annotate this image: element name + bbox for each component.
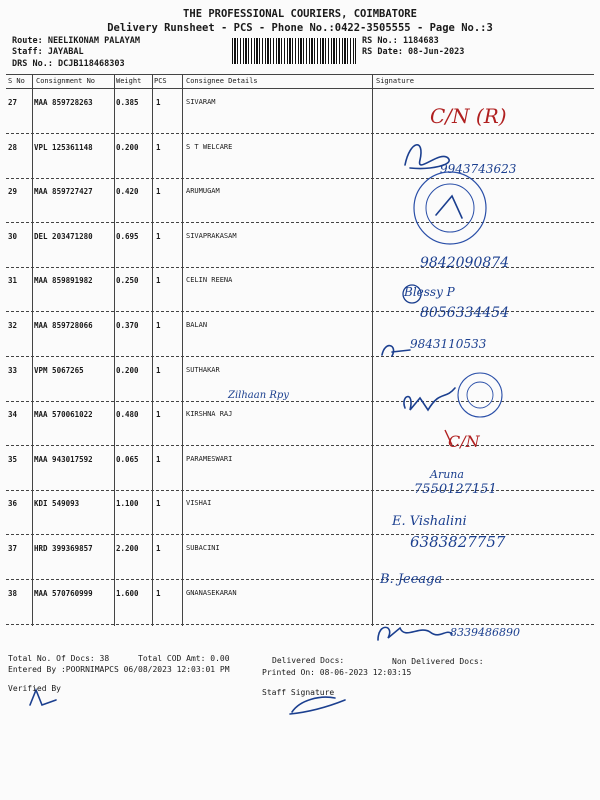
handwritten-name: Aruna [430, 468, 464, 481]
staff-label: Staff: JAYABAL [12, 47, 84, 57]
row-pcs: 1 [156, 187, 161, 197]
row-weight: 0.695 [116, 231, 139, 241]
row-consignee: S T WELCARE [186, 142, 233, 151]
row-weight: 0.250 [116, 276, 139, 286]
row-sno: 32 [8, 321, 18, 330]
row-consignee: VISHAI [186, 499, 212, 508]
handwritten-phone: 9843110533 [410, 337, 487, 351]
row-consignment: MAA 943017592 [34, 454, 93, 464]
handwritten-cn-remark: C/N (R) [430, 104, 507, 128]
row-sno: 37 [8, 544, 18, 553]
handwritten-phone: 7550127151 [414, 482, 497, 497]
row-sno: 33 [8, 365, 18, 375]
handwritten-name: B. Jeeaga [380, 572, 443, 587]
row-consignment: DEL 203471280 [34, 231, 93, 241]
row-consignment: MAA 570061022 [34, 410, 93, 420]
route-label: Route: NEELIKONAM PALAYAM [12, 36, 140, 46]
row-pcs: 1 [156, 276, 161, 286]
row-consignment: MAA 859728066 [34, 321, 93, 330]
handwritten-note: Zilhaan Rpy [228, 390, 289, 401]
row-weight: 0.370 [116, 321, 139, 330]
row-consignee: PARAMESWARI [186, 454, 233, 463]
row-consignment: VPL 125361148 [34, 142, 93, 152]
row-consignee: ARUMUGAM [186, 187, 220, 196]
non-delivered-docs: Non Delivered Docs: [392, 657, 484, 666]
row-weight: 2.200 [116, 544, 139, 553]
row-pcs: 1 [156, 588, 161, 598]
row-consignment: MAA 859728263 [34, 98, 93, 107]
handwritten-phone: 6383827757 [410, 533, 506, 551]
row-consignment: MAA 570760999 [34, 588, 93, 598]
row-sno: 36 [8, 499, 18, 509]
row-sno: 31 [8, 276, 18, 286]
row-consignment: KDI 549093 [34, 499, 80, 509]
row-pcs: 1 [156, 410, 161, 420]
row-weight: 0.200 [116, 365, 139, 375]
row-consignee: KIRSHNA RAJ [186, 410, 233, 419]
handwritten-phone: 8339486890 [450, 626, 520, 639]
row-sno: 34 [8, 410, 18, 420]
row-pcs: 1 [156, 454, 161, 464]
row-pcs: 1 [156, 321, 161, 330]
row-consignee: CELIN REENA [186, 276, 233, 285]
row-consignee: SUTHAKAR [186, 365, 220, 374]
row-consignment: MAA 859891982 [34, 276, 93, 286]
row-weight: 1.100 [116, 499, 139, 509]
total-docs: Total No. Of Docs: 38 [8, 654, 110, 663]
row-pcs: 1 [156, 142, 161, 152]
col-pcs: PCS [154, 77, 167, 85]
row-consignment: HRD 399369857 [34, 544, 93, 553]
printed-on: Printed On: 08-06-2023 12:03:15 [262, 668, 412, 677]
row-weight: 0.385 [116, 98, 139, 107]
delivered-docs: Delivered Docs: [272, 656, 345, 665]
row-pcs: 1 [156, 499, 161, 509]
row-consignee: SIVAPRAKASAM [186, 231, 237, 240]
handwritten-cn-remark: C/N [448, 432, 480, 451]
row-weight: 0.200 [116, 142, 139, 152]
entered-by: Entered By :POORNIMAPCS 06/08/2023 12:03:01 PM [8, 665, 230, 674]
handwritten-phone: 8056334454 [420, 305, 510, 321]
staff-signature: Staff Signature [262, 688, 335, 697]
row-pcs: 1 [156, 98, 161, 107]
total-cod: Total COD Amt: 0.00 [138, 654, 230, 663]
row-sno: 29 [8, 187, 18, 197]
col-consignee: Consignee Details [186, 77, 258, 85]
rs-number: RS No.: 1184683 [362, 36, 439, 46]
col-signature: Signature [376, 77, 414, 85]
row-sno: 30 [8, 231, 18, 241]
row-weight: 1.600 [116, 588, 139, 598]
handwritten-phone: 9943743623 [440, 162, 517, 176]
handwritten-phone: 9842090874 [420, 255, 510, 271]
rs-date: RS Date: 08-Jun-2023 [362, 47, 465, 57]
row-pcs: 1 [156, 231, 161, 241]
handwritten-name: E. Vishalini [392, 514, 467, 529]
verified-by: Verified By [8, 684, 61, 693]
row-weight: 0.420 [116, 187, 139, 197]
row-consignee: BALAN [186, 321, 208, 329]
row-consignment: MAA 859727427 [34, 187, 93, 197]
row-sno: 38 [8, 588, 18, 598]
handwritten-name: Blessy P [404, 285, 455, 299]
runsheet-subtitle: Delivery Runsheet - PCS - Phone No.:0422-3505555 - Page No.:3 [107, 22, 493, 34]
col-weight: Weight [116, 77, 142, 85]
row-weight: 0.065 [116, 454, 139, 464]
col-sno: S No [8, 77, 25, 85]
col-consignment: Consignment No [36, 77, 96, 85]
row-pcs: 1 [156, 544, 161, 553]
row-weight: 0.480 [116, 410, 139, 420]
row-consignee: SIVARAM [186, 98, 216, 106]
row-consignment: VPM 5067265 [34, 365, 84, 375]
row-sno: 27 [8, 98, 18, 107]
drs-number: DRS No.: DCJB118468303 [12, 59, 125, 69]
row-pcs: 1 [156, 365, 161, 375]
row-consignee: SUBACINI [186, 544, 220, 552]
row-sno: 28 [8, 142, 18, 152]
company-title: THE PROFESSIONAL COURIERS, COIMBATORE [183, 8, 417, 20]
row-consignee: GNANASEKARAN [186, 588, 237, 597]
row-sno: 35 [8, 454, 18, 464]
